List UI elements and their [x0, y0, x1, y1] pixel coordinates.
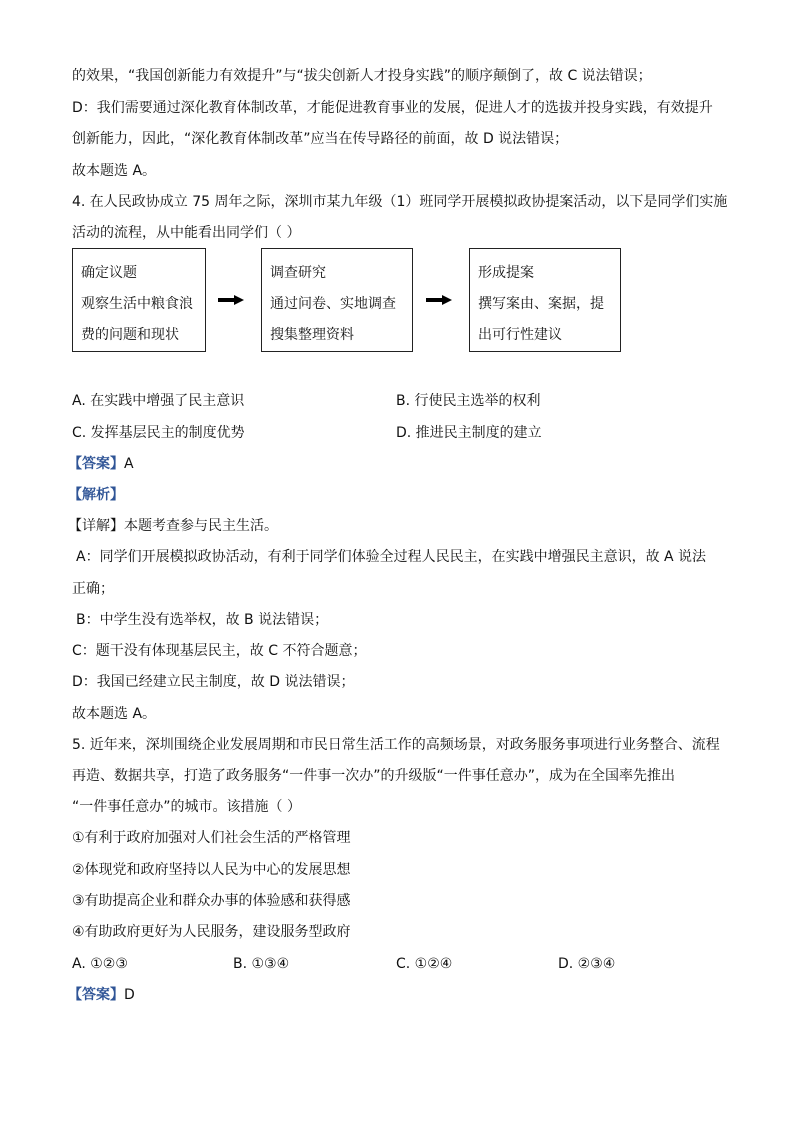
prev-explanation-line-1: 的效果，“我国创新能力有效提升”与“拔尖创新人才投身实践”的顺序颠倒了，故 C 说法错误； — [72, 68, 652, 84]
flow-step-3-line-2: 出可行性建议 — [478, 327, 562, 343]
q5-option-d: D. ②③④ — [558, 956, 616, 972]
q5-answer-tag: 【答案】 — [68, 987, 124, 1003]
q5-answer — [68, 985, 135, 1005]
q5-stem-line-3: “一件事任意办”的城市。该措施（ ） — [72, 799, 301, 815]
q4-answer-value: A — [124, 456, 134, 472]
q4-explanation-d: D：我国已经建立民主制度，故 D 说法错误； — [72, 674, 355, 690]
q5-stem-line-1: 5. 近年来，深圳围绕企业发展周期和市民日常生活工作的高频场景，对政务服务事项进行业务整合、流程 — [72, 737, 720, 753]
q4-explanation-a-line-1: A：同学们开展模拟政协活动，有利于同学们体验全过程人民民主，在实践中增强民主意识，故 A 说法 — [76, 549, 707, 565]
prev-explanation-line-3: 创新能力，因此，“深化教育体制改革”应当在传导路径的前面，故 D 说法错误； — [72, 131, 569, 147]
q5-item-2: ②体现党和政府坚持以人民为中心的发展思想 — [72, 862, 351, 878]
q4-detail-tag: 【详解】 — [68, 518, 124, 534]
q4-explanation-a-line-2: 正确； — [72, 581, 114, 597]
q4-option-a: A. 在实践中增强了民主意识 — [72, 393, 245, 409]
q4-analysis-tag: 【解析】 — [68, 487, 124, 503]
q5-option-b: B. ①③④ — [233, 956, 290, 972]
prev-explanation-line-2: D：我们需要通过深化教育体制改革，才能促进教育事业的发展，促进人才的选拔并投身实践，有效提升 — [72, 100, 713, 116]
q4-explanation-b: B：中学生没有选举权，故 B 说法错误； — [76, 612, 329, 628]
flow-step-1-title: 确定议题 — [81, 265, 137, 281]
q4-detail-intro: 本题考查参与民主生活。 — [124, 518, 278, 534]
flow-step-2-line-2: 搜集整理资料 — [270, 327, 354, 343]
q5-answer-value: D — [124, 987, 135, 1003]
q4-stem-line-2: 活动的流程，从中能看出同学们（ ） — [72, 225, 301, 241]
q5-item-1: ①有利于政府加强对人们社会生活的严格管理 — [72, 830, 351, 846]
q4-detail — [68, 516, 278, 536]
flow-step-3-line-1: 撰写案由、案据，提 — [478, 296, 604, 312]
q4-answer-tag: 【答案】 — [68, 456, 124, 472]
q4-option-d: D. 推进民主制度的建立 — [396, 425, 542, 441]
q4-stem-line-1: 4. 在人民政协成立 75 周年之际，深圳市某九年级（1）班同学开展模拟政协提案活动，以下是同学们实施 — [72, 194, 728, 210]
q5-option-c: C. ①②④ — [396, 956, 453, 972]
q5-option-a: A. ①②③ — [72, 956, 128, 972]
flow-step-3-title: 形成提案 — [478, 265, 534, 281]
flow-step-2 — [261, 248, 413, 352]
q5-stem-line-2: 再造、数据共享，打造了政务服务“一件事一次办”的升级版“一件事任意办”，成为在全国率先推出 — [72, 768, 676, 784]
q4-explanation-c: C：题干没有体现基层民主，故 C 不符合题意； — [72, 643, 367, 659]
flow-arrow-2 — [426, 295, 452, 305]
q5-item-4: ④有助政府更好为人民服务，建设服务型政府 — [72, 924, 351, 940]
q4-conclusion: 故本题选 A。 — [72, 706, 157, 722]
flow-step-2-line-1: 通过问卷、实地调查 — [270, 296, 396, 312]
flow-step-2-title: 调查研究 — [270, 265, 326, 281]
q4-option-b: B. 行使民主选举的权利 — [396, 393, 541, 409]
flow-step-3 — [469, 248, 621, 352]
q5-item-3: ③有助提高企业和群众办事的体验感和获得感 — [72, 893, 351, 909]
q4-answer — [68, 454, 134, 474]
prev-conclusion: 故本题选 A。 — [72, 163, 157, 179]
flow-step-1 — [72, 248, 206, 352]
q4-option-c: C. 发挥基层民主的制度优势 — [72, 425, 245, 441]
flow-step-1-line-1: 观察生活中粮食浪 — [81, 296, 193, 312]
flow-step-1-line-2: 费的问题和现状 — [81, 327, 179, 343]
flow-arrow-1 — [218, 295, 244, 305]
